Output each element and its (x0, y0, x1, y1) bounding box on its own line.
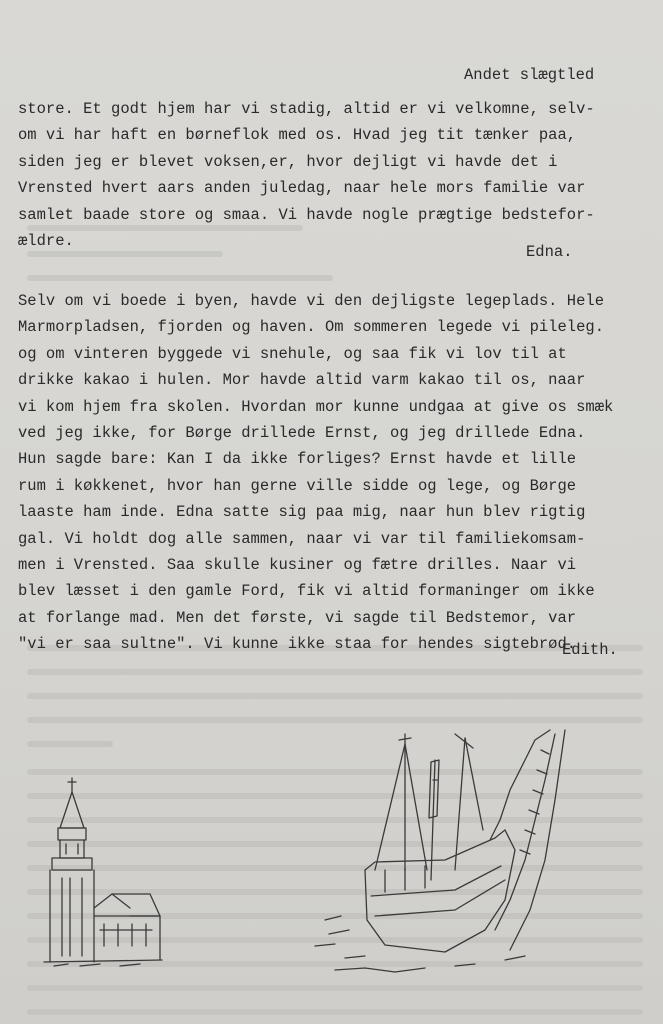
text-line: samlet baade store og smaa. Vi havde nogle prægtige bedstefor- (18, 205, 595, 224)
text-line: drikke kakao i hulen. Mor havde altid varm kakao til os, naar (18, 371, 586, 390)
ship-drawing (305, 720, 575, 980)
text-line: gal. Vi holdt dog alle sammen, naar vi var til familiekomsam- (18, 529, 586, 548)
text-line: rum i køkkenet, hvor han gerne ville sidde og lege, og Børge (18, 476, 577, 495)
text-line: "vi er saa sultne". Vi kunne ikke staa for hendes sigtebrød. (18, 635, 577, 654)
text-line: ved jeg ikke, for Børge drillede Ernst, og jeg drillede Edna. (18, 424, 586, 443)
text-line: at forlange mad. Men det første, vi sagde til Bedstemor, var (18, 608, 577, 627)
signature-edna: Edna. (526, 243, 573, 261)
text-line: Marmorpladsen, fjorden og haven. Om sommeren legede vi pileleg. (18, 318, 604, 337)
text-line: om vi har haft en børneflok med os. Hvad jeg tit tænker paa, (18, 126, 577, 145)
text-line: Selv om vi boede i byen, havde vi den dejligste legeplads. Hele (18, 292, 604, 310)
text-line: men i Vrensted. Saa skulle kusiner og fætre drilles. Naar vi (18, 556, 577, 575)
text-line: Hun sagde bare: Kan I da ikke forliges? Ernst havde et lille (18, 450, 577, 469)
paragraph-edith (18, 288, 658, 658)
text-line: blev læsset i den gamle Ford, fik vi altid formaninger om ikke (18, 582, 595, 601)
signature-edith: Edith. (562, 641, 618, 659)
text-line: siden jeg er blevet voksen,er, hvor dejligt vi havde det i (18, 152, 558, 171)
church-drawing (40, 770, 165, 970)
text-line: og om vinteren byggede vi snehule, og saa fik vi lov til at (18, 344, 567, 363)
text-line: laaste ham inde. Edna satte sig paa mig, naar hun blev rigtig (18, 503, 586, 522)
text-line: store. Et godt hjem har vi stadig, altid er vi velkomne, selv- (18, 100, 595, 118)
generation-heading: Andet slægtled (464, 66, 595, 84)
text-line: ældre. (18, 232, 74, 251)
paragraph-edna (18, 96, 658, 254)
text-line: vi kom hjem fra skolen. Hvordan mor kunne undgaa at give os smæk (18, 397, 614, 416)
text-line: Vrensted hvert aars anden juledag, naar hele mors familie var (18, 179, 586, 198)
